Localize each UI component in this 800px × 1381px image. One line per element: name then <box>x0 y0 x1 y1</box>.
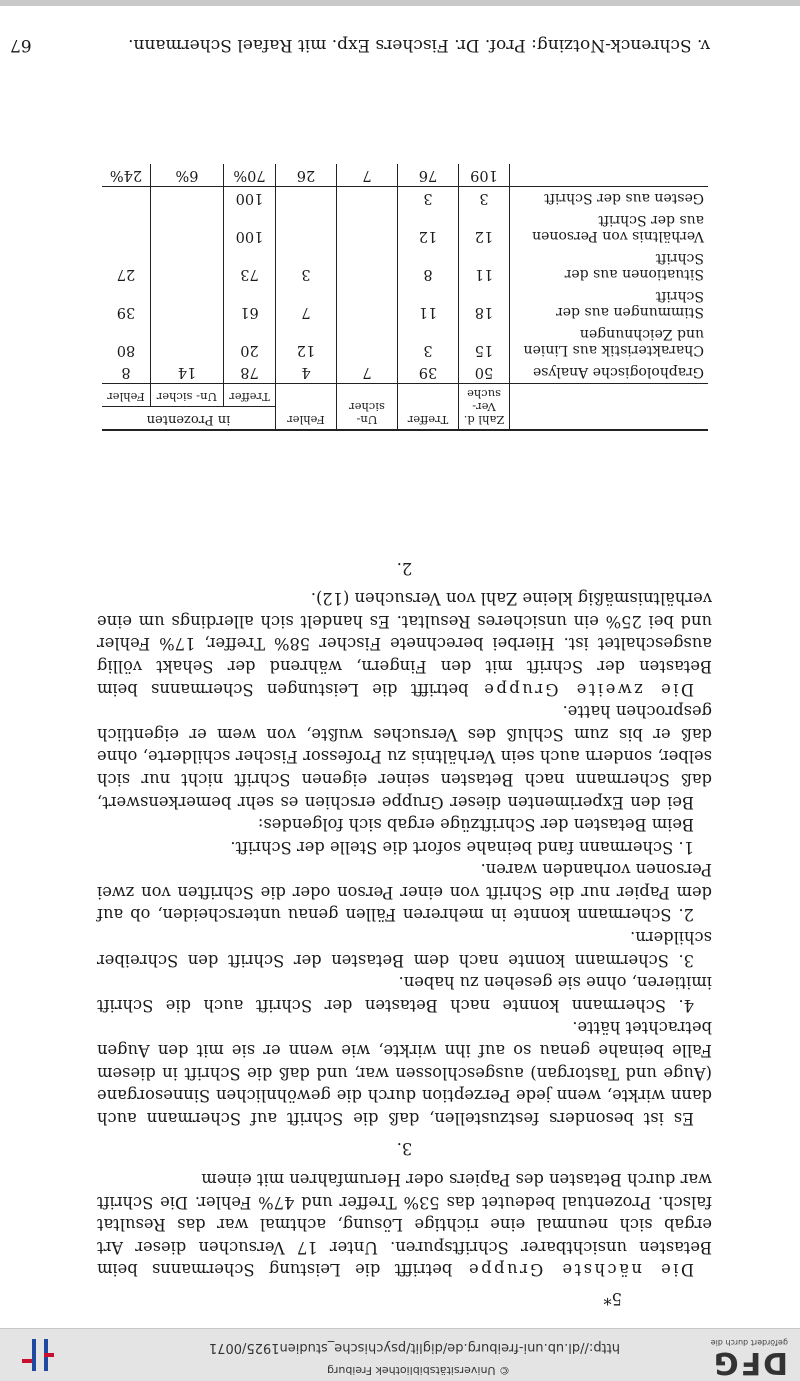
results-table <box>102 164 708 431</box>
cell-p-treffer: 20 <box>223 323 275 361</box>
cell-unsicher <box>337 285 398 323</box>
total-p-treffer: 70% <box>223 164 275 187</box>
cell-p-unsicher <box>150 285 223 323</box>
dfg-logo-mark: DFG <box>711 1345 788 1380</box>
source-url[interactable]: http://dl.ub.uni-freiburg.de/diglit/psychische_studien1925/0071 <box>208 1340 620 1355</box>
cell-p-unsicher <box>150 323 223 361</box>
bottom-scrollbar-strip <box>0 0 800 6</box>
page-number: 67 <box>10 35 32 55</box>
cell-fehler: 12 <box>276 323 337 361</box>
cell-treffer: 8 <box>398 247 459 285</box>
cell-zahl: 15 <box>459 323 510 361</box>
cell-treffer: 39 <box>398 361 459 384</box>
header-treffer: Treffer <box>398 384 459 431</box>
total-label <box>510 164 709 187</box>
header-pct-fehler: Fehler <box>102 384 150 407</box>
cell-unsicher <box>337 209 398 247</box>
section-3-number: 3. <box>396 1139 413 1159</box>
running-header <box>10 35 710 55</box>
table-row <box>102 285 708 323</box>
paragraph-group-2 <box>97 587 712 700</box>
row-label: Charakteristik aus Linien und Zeichnungen <box>510 323 709 361</box>
paragraph-group-3 <box>97 1167 712 1280</box>
header-percent-group: in Prozenten <box>102 406 276 430</box>
cell-fehler: 3 <box>276 247 337 285</box>
cell-treffer: 11 <box>398 285 459 323</box>
cell-fehler <box>276 209 337 247</box>
header-unsicher: Un- sicher <box>337 384 398 431</box>
cell-p-treffer: 100 <box>223 187 275 210</box>
table-row <box>102 209 708 247</box>
total-treffer: 76 <box>398 164 459 187</box>
cell-zahl: 50 <box>459 361 510 384</box>
row-label: Situationen aus der Schrift <box>510 247 709 285</box>
paragraph-observation: Es ist besonders festzustellen, daß die Schrift auf Schermann auch dann wirkte, wenn jede Perzeption durch die gewöhnlichen Sinnesorgane (Auge und Tastorgan) ausgeschlossen war, und daß die Schrift in diesem Falle beinahe genau so auf ihn wirkte, wie wenn er sie mit den Augen betrachtet hätte. <box>97 1018 712 1128</box>
dfg-logo-subtitle: gefördert durch die <box>710 1338 788 1347</box>
list-item-1: 1. Schermann fand beinahe sofort die Stelle der Schrift. <box>230 837 694 857</box>
cell-p-treffer: 78 <box>223 361 275 384</box>
paragraph-betasten: Beim Betasten der Schriftzüge ergab sich folgendes: <box>257 815 694 835</box>
table-row <box>102 187 708 210</box>
cell-treffer: 3 <box>398 323 459 361</box>
footnote-mark: 5* <box>603 1289 622 1308</box>
cell-unsicher <box>337 247 398 285</box>
cell-fehler: 7 <box>276 285 337 323</box>
row-label: Verhältnis von Personen aus der Schrift <box>510 209 709 247</box>
group-3-lead: Die nächste Gruppe <box>466 1260 694 1280</box>
cell-fehler: 4 <box>276 361 337 384</box>
cell-p-treffer: 61 <box>223 285 275 323</box>
cell-p-fehler: 8 <box>121 364 131 380</box>
cell-p-fehler: 80 <box>116 342 136 358</box>
cell-fehler <box>276 187 337 210</box>
paragraph-experiments: Bei den Experimenten dieser Gruppe erschien es sehr bemerkenswert, daß Schermann nach Betasten seiner eigenen Schrift nicht nur sich selber, sondern auch sein Verhältnis zu Professor Fischer schilderte, ohne daß er bis zum Schluß des Versuches wußte, von wem er eigentlich gesprochen hatte. <box>97 702 712 812</box>
group-3-text: betrifft die Leistung Schermanns beim Betasten unsichtbarer Schriftspuren. Unter 17 Versuchen dieser Art ergab sich neunmal eine richtige Lösung, achtmal war das Resultat falsch. Prozentual bedeutet das 53% Treffer und 47% Fehler. Die Schrift war durch Betasten des Papiers oder Herumfahren mit einem <box>97 1170 712 1280</box>
university-library-logo-icon <box>18 1335 58 1375</box>
group-2-text: betrifft die Leistungen Schermanns beim Betasten der Schrift mit den Fingern, während der Sehakt völlig ausgeschaltet ist. Hierbei berechnete Fischer 58% Treffer, 17% Fehler und bei 25% ein unsicheres Resultat. Es handelt sich allerdings um eine verhältnismäßig kleine Zahl von Versuchen (12). <box>97 589 712 699</box>
dfg-logo <box>708 1337 788 1380</box>
total-p-unsicher: 6% <box>150 164 223 187</box>
header-zahl: Zahl d. Ver- suche <box>459 384 510 431</box>
header-pct-treffer: Treffer <box>223 384 275 407</box>
header-fehler: Fehler <box>276 384 337 431</box>
list-item-3: 3. Schermann konnte nach dem Betasten der Schrift den Schreiber schildern. <box>97 928 712 970</box>
group-2-lead: Die zweite Gruppe <box>481 679 694 699</box>
cell-zahl: 18 <box>459 285 510 323</box>
copyright-notice: © Universitätsbibliothek Freiburg <box>327 1364 510 1377</box>
cell-p-unsicher <box>150 187 223 210</box>
cell-p-treffer: 73 <box>223 247 275 285</box>
table-header-row <box>102 406 708 430</box>
table-row <box>102 247 708 285</box>
cell-p-fehler <box>102 187 150 210</box>
cell-p-fehler <box>102 209 150 247</box>
total-p-fehler: 24% <box>102 164 150 187</box>
cell-zahl: 3 <box>459 187 510 210</box>
library-banner <box>0 1328 800 1381</box>
header-pct-unsicher: Un- sicher <box>150 384 223 407</box>
cell-p-fehler: 27 <box>116 266 136 282</box>
list-item-4: 4. Schermann konnte nach Betasten der Schrift auch die Schrift imitieren, ohne sie gesehen zu haben. <box>97 973 712 1015</box>
row-label: Stimmungen aus der Schrift <box>510 285 709 323</box>
section-2-number: 2. <box>396 558 413 578</box>
row-label: Gesten aus der Schrift <box>510 187 709 210</box>
total-fehler: 26 <box>276 164 337 187</box>
cell-treffer: 12 <box>398 209 459 247</box>
table-row <box>102 323 708 361</box>
table-row <box>102 361 708 384</box>
cell-unsicher <box>337 187 398 210</box>
cell-p-fehler: 39 <box>116 304 136 320</box>
cell-unsicher: 7 <box>337 361 398 384</box>
header-label-col <box>510 384 709 431</box>
cell-p-unsicher <box>150 247 223 285</box>
body-text <box>97 548 712 1309</box>
table-total-row <box>102 164 708 187</box>
table-body <box>102 164 708 384</box>
total-unsicher: 7 <box>337 164 398 187</box>
cell-zahl: 12 <box>459 209 510 247</box>
list-item-2: 2. Schermann konnte in mehreren Fällen genau unterscheiden, ob auf dem Papier nur die Schrift von einer Person oder die Schriften von zwei Personen vorhanden waren. <box>97 860 712 925</box>
cell-p-treffer: 100 <box>223 209 275 247</box>
cell-zahl: 11 <box>459 247 510 285</box>
running-title: v. Schrenck-Notzing: Prof. Dr. Fischers Exp. mit Rafael Schermann. <box>128 35 710 55</box>
row-label: Graphologische Analyse <box>510 361 709 384</box>
cell-unsicher <box>337 323 398 361</box>
total-zahl: 109 <box>459 164 510 187</box>
cell-p-unsicher: 14 <box>150 361 223 384</box>
cell-treffer: 3 <box>398 187 459 210</box>
cell-p-unsicher <box>150 209 223 247</box>
